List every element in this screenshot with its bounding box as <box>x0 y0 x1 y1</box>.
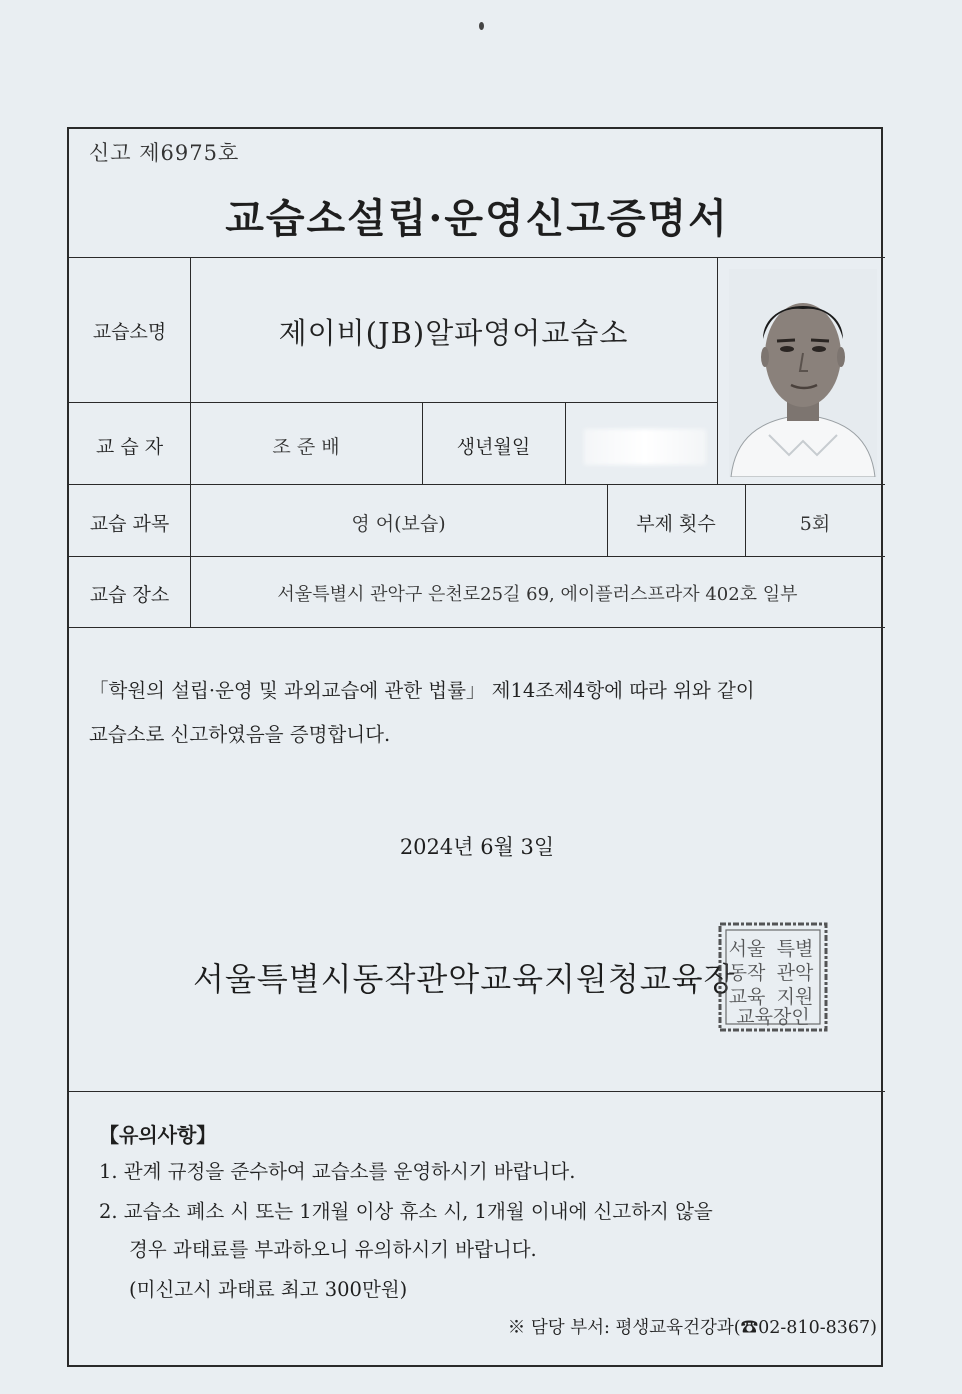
svg-text:교육: 교육 <box>728 986 766 1008</box>
location-value: 서울특별시 관악구 은천로25길 69, 에이플러스프라자 402호 일부 <box>277 584 798 605</box>
issuer-title: 서울특별시동작관악교육지원청교육장 <box>193 960 736 998</box>
svg-text:서울: 서울 <box>728 938 766 960</box>
notes-divider <box>69 1091 885 1092</box>
certification-line-2: 교습소로 신고하였음을 증명합니다. <box>89 723 391 746</box>
note-item-2-continued: 경우 과태료를 부과하오니 유의하시기 바랍니다. <box>129 1238 537 1261</box>
svg-text:지원: 지원 <box>776 986 814 1008</box>
issue-date: 2024년 6월 3일 <box>399 835 555 859</box>
birth-label: 생년월일 <box>456 436 531 458</box>
table-bottom-rule <box>69 627 885 628</box>
svg-text:동작: 동작 <box>728 962 766 984</box>
note-item-1: 1. 관계 규정을 준수하여 교습소를 운영하시기 바랍니다. <box>99 1160 576 1183</box>
official-seal-stamp <box>717 921 829 1033</box>
location-label: 교습 장소 <box>89 584 170 606</box>
svg-text:관악: 관악 <box>776 962 814 984</box>
svg-text:교육장인: 교육장인 <box>736 1006 810 1028</box>
certification-line-1: 「학원의 설립·운영 및 과외교습에 관한 법률」 제14조제4항에 따라 위와 같이 <box>89 679 755 702</box>
contact-department: ※ 담당 부서: 평생교육건강과(☎02-810-8367) <box>507 1318 877 1338</box>
certification-text <box>89 669 869 757</box>
academy-name: 제이비(JB)알파영어교습소 <box>278 316 629 350</box>
subject-label: 교습 과목 <box>89 513 170 535</box>
teacher-label: 교 습 자 <box>95 436 164 458</box>
certificate-document <box>67 127 883 1367</box>
paper-speck <box>479 22 484 30</box>
document-title: 교습소설립·운영신고증명서 <box>225 195 729 242</box>
teacher-name: 조 준 배 <box>272 436 340 458</box>
redacted-birthdate <box>584 429 706 465</box>
classes-value: 5회 <box>799 513 831 535</box>
note-penalty: (미신고시 과태료 최고 300만원) <box>129 1278 408 1301</box>
note-item-2: 2. 교습소 폐소 시 또는 1개월 이상 휴소 시, 1개월 이내에 신고하지 않을 <box>99 1200 713 1223</box>
name-label: 교습소명 <box>92 321 167 343</box>
subject-value: 영 어(보습) <box>351 513 446 535</box>
registration-number: 신고 제6975호 <box>89 141 240 165</box>
svg-text:특별: 특별 <box>776 938 814 960</box>
classes-label: 부제 횟수 <box>636 513 716 535</box>
applicant-photo <box>729 269 877 477</box>
notes-heading: 【유의사항】 <box>99 1123 217 1147</box>
table-top-rule <box>69 257 885 258</box>
